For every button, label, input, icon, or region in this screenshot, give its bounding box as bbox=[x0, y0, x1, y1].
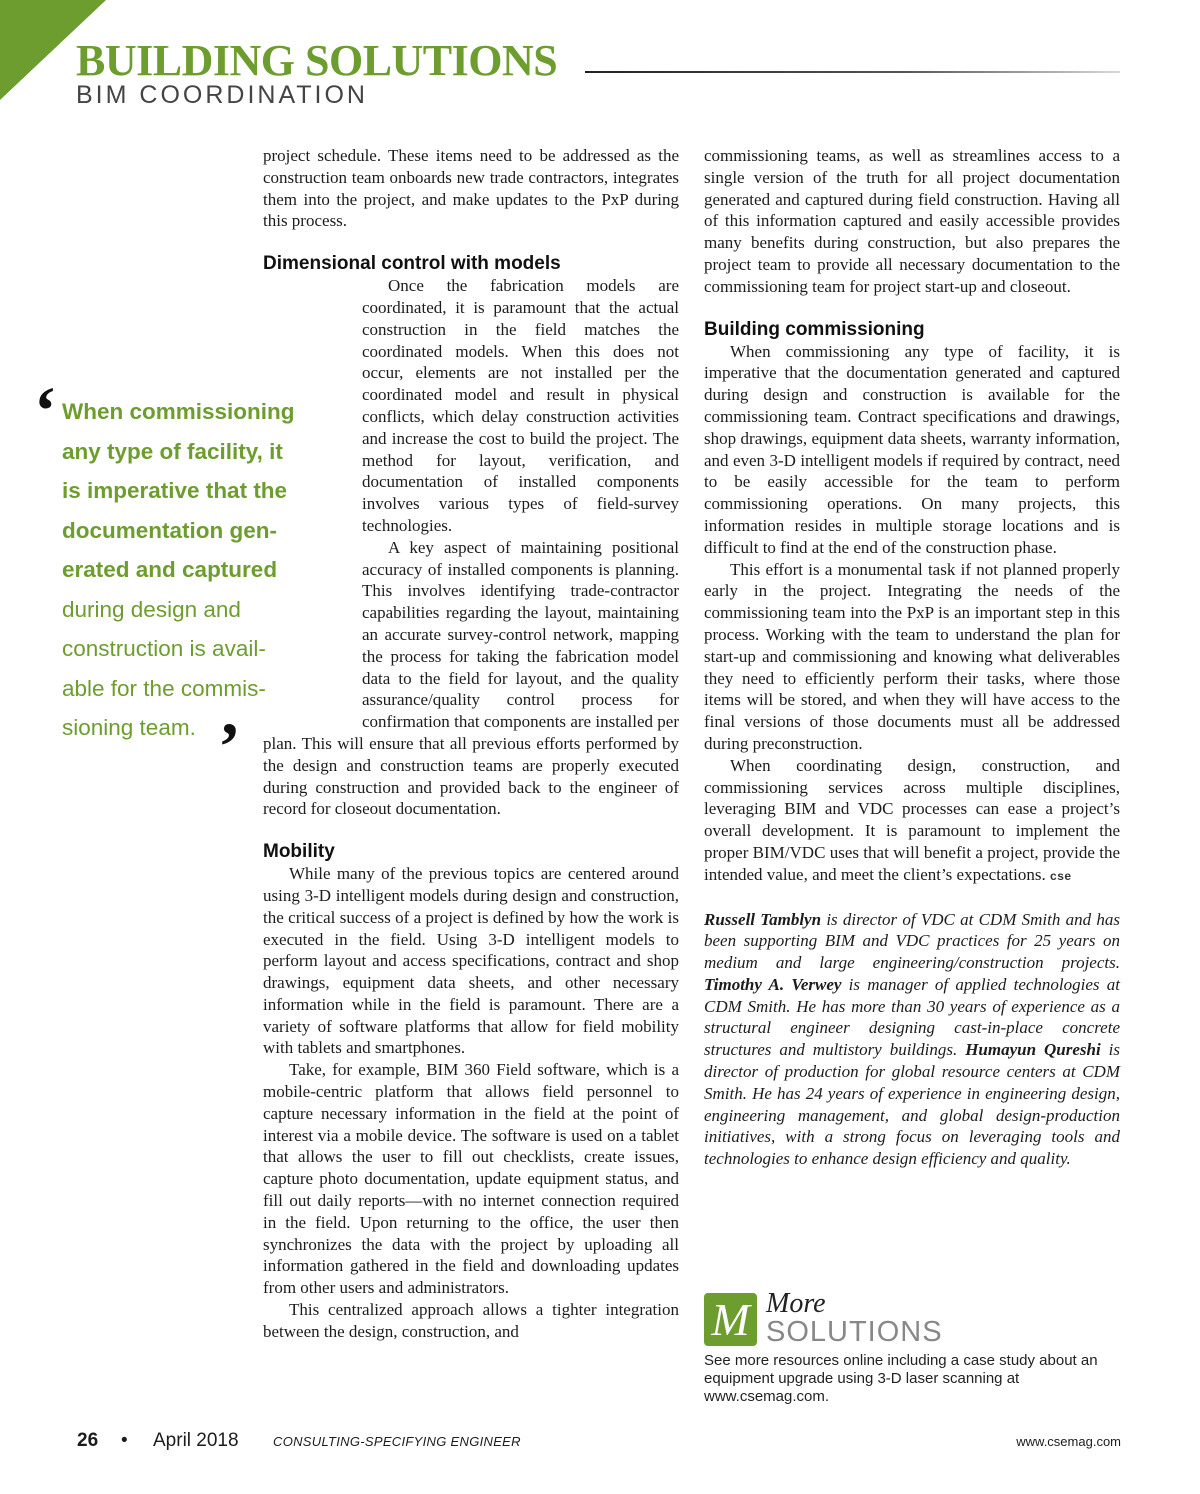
solutions-word: SOLUTIONS bbox=[766, 1316, 943, 1348]
bio-text: is manager of applied technologies at CDM Smith. He has more than 30 years of experience as a structural engineer designing cast-in-place concrete structures and multistory buildings. bbox=[704, 974, 1120, 1060]
bio-text: is director of production for global resource centers at CDM Smith. He has 24 years of experience in engineering design, engineering management, and global design-production initiatives, with a strong focus on leveraging tools and technologies to enhance design efficiency and quality. bbox=[704, 1040, 1120, 1169]
more-solutions-logo bbox=[704, 1290, 1124, 1350]
footer-bullet: • bbox=[121, 1430, 128, 1451]
section-title: BUILDING SOLUTIONS bbox=[76, 36, 558, 85]
pull-quote-line: any type of facility, it bbox=[62, 438, 283, 464]
author-name: Russell Tamblyn bbox=[704, 909, 822, 929]
magazine-name: CONSULTING-SPECIFYING ENGINEER bbox=[273, 1434, 521, 1449]
paragraph: A key aspect of maintaining positional accuracy of installed components is planning. This involves identifying trade-contractor capabilities regarding the layout, maintaining an accurate survey-control network, mapping the process for taking the fabrication model data to the field for layout, and the quality assurance/quality control process for confirmation that components are installed per plan. This will ensure that all previous efforts performed by the design and construction teams are properly executed during construction and provided back to the engineer of record for closeout documentation. bbox=[263, 537, 679, 819]
website-link[interactable]: www.csemag.com bbox=[1016, 1434, 1121, 1449]
cse-end-mark: cse bbox=[1050, 868, 1072, 883]
heading-mobility: Mobility bbox=[263, 841, 335, 863]
heading-dimensional-control: Dimensional control with models bbox=[263, 253, 561, 275]
pull-quote-space bbox=[263, 319, 362, 715]
pull-quote-line: is imperative that the bbox=[62, 478, 288, 503]
pull-quote-line: construction is avail- bbox=[62, 636, 266, 661]
pull-quote-line: able for the commis- bbox=[62, 675, 266, 701]
author-name: Timothy A. Verwey bbox=[704, 974, 842, 994]
paragraph: Take, for example, BIM 360 Field software, which is a mobile-centric platform that allows field personnel to capture necessary information in the field at the point of interest via a mobile device. The software is used on a tablet that allows the user to fill out checklists, create issues, capture photo documentation, update equipment status, and fill out daily reports—with no internet connection required in the field. Upon returning to the office, the user then synchronizes the data with the project by uploading all information gathered in the field and downloading updates from other users and administrators. bbox=[263, 1060, 679, 1298]
author-bio bbox=[704, 909, 1120, 1171]
paragraph: While many of the previous topics are centered around using 3-D intelligent models during design and construction, the critical success of a project is defined by how the work is executed in the field. Using 3-D intelligent models to perform layout and access specifications, contract and shop drawings, equipment data sheets, and other necessary information while in the field is paramount. There are a variety of software platforms that allow for field mobility with tablets and smartphones. bbox=[263, 864, 679, 1058]
paragraph-text: When coordinating design, construction, and commissioning services across multiple disciplines, leveraging BIM and VDC processes can ease a project’s overall development. It is paramount to implement the proper BIM/VDC uses that will benefit a project, provide the intended value, and meet the client’s expectations. bbox=[704, 755, 1120, 884]
paragraph: project schedule. These items need to be addressed as the construction team onboards new trade contractors, integrates them into the project, and make updates to the PxP during this process. bbox=[263, 146, 679, 231]
close-quote-mark: ’ bbox=[218, 708, 241, 784]
heading-building-commissioning: Building commissioning bbox=[704, 318, 925, 340]
page-number: 26 bbox=[77, 1430, 99, 1451]
paragraph-text: Once the fabrication models are coordinated, it is paramount that the actual construction in the field matches the coordinated models. When this does not occur, elements are not installed per the coordinated model and result in physical conflicts, which delay construction activities and increase the cost to build the project. The method for layout, verification, and documentation of installed components involves various types of field-survey technologies. bbox=[362, 276, 679, 535]
pull-quote-line: sioning team. bbox=[62, 715, 196, 740]
paragraph bbox=[704, 755, 1120, 888]
more-solutions-text: See more resources online including a case study about an equipment upgrade using 3-D laser scanning at www.csemag.com. bbox=[704, 1352, 1098, 1405]
pull-quote-line: When commissioning bbox=[62, 399, 295, 424]
section-subtitle: BIM COORDINATION bbox=[76, 81, 368, 109]
paragraph bbox=[263, 275, 679, 537]
bio-text: is director of VDC at CDM Smith and has been supporting BIM and VDC practices for 25 years on medium and large engineering/construction projects. bbox=[704, 909, 1120, 973]
issue-date: April 2018 bbox=[153, 1430, 239, 1451]
more-solutions-badge: M bbox=[704, 1293, 757, 1346]
paragraph: commissioning teams, as well as streamlines access to a single version of the truth for all project documentation generated and captured during field construction. Having all of this information captured and easily accessible provides many benefits during construction, but also prepares the project team to provide all necessary documentation to the commissioning team for project start-up and closeout. bbox=[704, 146, 1120, 296]
article-column-right bbox=[704, 145, 1120, 1170]
more-word: More bbox=[766, 1288, 826, 1319]
open-quote-mark: ‘ bbox=[34, 372, 57, 448]
article-column-left bbox=[263, 145, 679, 1343]
paragraph: This centralized approach allows a tighter integration between the design, construction, and bbox=[263, 1300, 679, 1341]
title-rule bbox=[585, 71, 1120, 73]
pull-quote-line: documentation gen- bbox=[62, 517, 277, 543]
paragraph: This effort is a monumental task if not planned properly early in the project. Integrating the needs of the commissioning team into the PxP is an important step in this process. Working with the team to understand the plan for start-up and commissioning and knowing what deliverables they need to efficiently perform their tasks, where those items will be stored, and when they will have access to the final versions of those documents must all be addressed during preconstruction. bbox=[704, 559, 1120, 753]
pull-quote-line: erated and captured bbox=[62, 557, 278, 582]
paragraph: When commissioning any type of facility, it is imperative that the documentation generated and captured during design and construction is available for the commissioning team. Contract specifications and drawings, shop drawings, equipment data sheets, warranty information, and even 3-D intelligent models if required by contract, need to be easily accessible for the team to perform commissioning operations. On many projects, this information resides in multiple storage locations and is difficult to find at the end of the construction phase. bbox=[704, 341, 1120, 557]
author-name: Humayun Qureshi bbox=[965, 1040, 1101, 1060]
pull-quote-line: during design and bbox=[62, 596, 241, 622]
